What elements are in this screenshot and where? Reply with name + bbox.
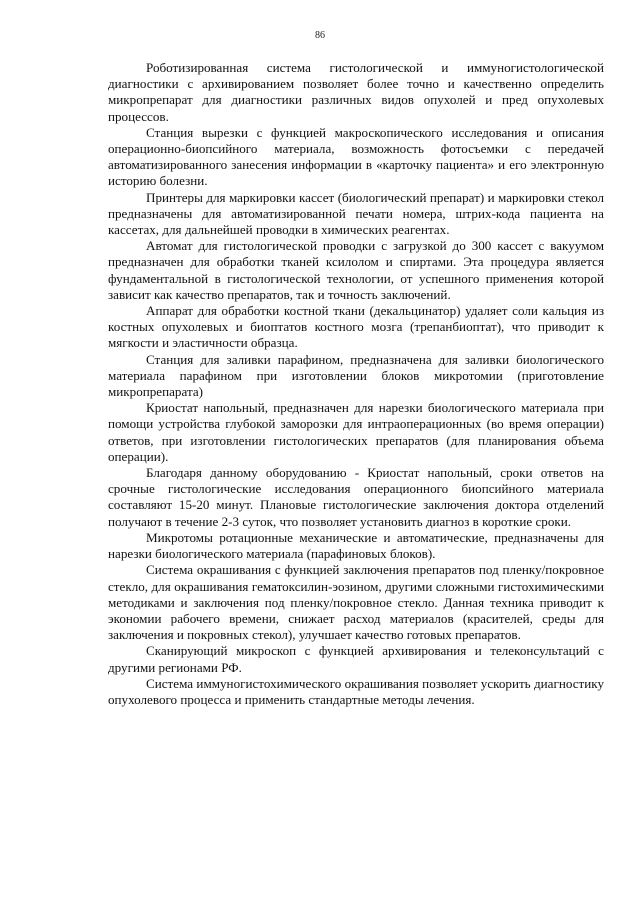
- paragraph-cutting-station: Станция вырезки с функцией макроскопического исследования и описания операционно-биопсийного материала, возможность фотосъемки с передачей автоматизированного занесения информации в «карточку пациента» и его электронную историю болезни.: [108, 124, 604, 189]
- paragraph-decalcifier: Аппарат для обработки костной ткани (декальцинатор) удаляет соли кальция из костных опухолевых и биоптатов костного мозга (трепанбиоптат), что приводит к мягкости и эластичности образца.: [108, 303, 604, 351]
- paragraph-cryostat: Криостат напольный, предназначен для нарезки биологического материала при помощи устройства глубокой заморозки для интраоперационных (во время операции) ответов, при изготовлении гистологических препаратов (для планирования объема операции).: [108, 400, 604, 464]
- paragraph-robotic-system: Роботизированная система гистологической и иммуногистологической диагностики с архивированием позволяет более точно и качественно определить микропрепарат для диагностики различных видов опухолей и пред опухолевых процессов.: [108, 60, 604, 124]
- paragraph-scanning-microscope: Сканирующий микроскоп с функцией архивирования и телеконсультаций с другими регионами РФ.: [108, 643, 604, 675]
- paragraph-microtomes: Микротомы ротационные механические и автоматические, предназначены для нарезки биологического материала (парафиновых блоков).: [108, 529, 604, 562]
- paragraph-embedding-station: Станция для заливки парафином, предназначена для заливки биологического материала парафином при изготовлении блоков микротомии (приготовление микропрепарата): [108, 351, 604, 400]
- paragraph-ihc-staining: Система иммуногистохимического окрашивания позволяет ускорить диагностику опухолевого процесса и применить стандартные методы лечения.: [108, 675, 604, 707]
- paragraph-tissue-processor: Автомат для гистологической проводки с загрузкой до 300 кассет с вакуумом предназначен для обработки тканей ксилолом и спиртами. Эта процедура является фундаментальной в гистологической технологии, от успешного применения которой зависит как качество препаратов, так и точность заключений.: [108, 238, 604, 302]
- paragraph-staining-system: Система окрашивания с функцией заключения препаратов под пленку/покровное стекло, для окрашивания гематоксилин-эозином, другими сложными гистохимическими методиками и заключения под пленку/покровное стекло. Данная техника приводит к экономии рабочего времени, снижает расход материалов (красителей, среды для заключения и покровных стекол), улучшает качество готовых препаратов.: [108, 562, 604, 643]
- paragraph-turnaround-times: Благодаря данному оборудованию - Криостат напольный, сроки ответов на срочные гистологические исследования операционного биопсийного материала составляют 15-20 минут. Плановые гистологические заключения доктора отделений получают в течение 2-3 суток, что позволяет установить диагноз в короткие сроки.: [108, 465, 604, 529]
- page-number: 86: [315, 30, 325, 41]
- paragraph-label-printers: Принтеры для маркировки кассет (биологический препарат) и маркировки стекол предназначены для автоматизированной печати номера, штрих-кода пациента на кассетах, для дальнейшей проводки в химических реагентах.: [108, 189, 604, 238]
- document-body: [108, 60, 604, 708]
